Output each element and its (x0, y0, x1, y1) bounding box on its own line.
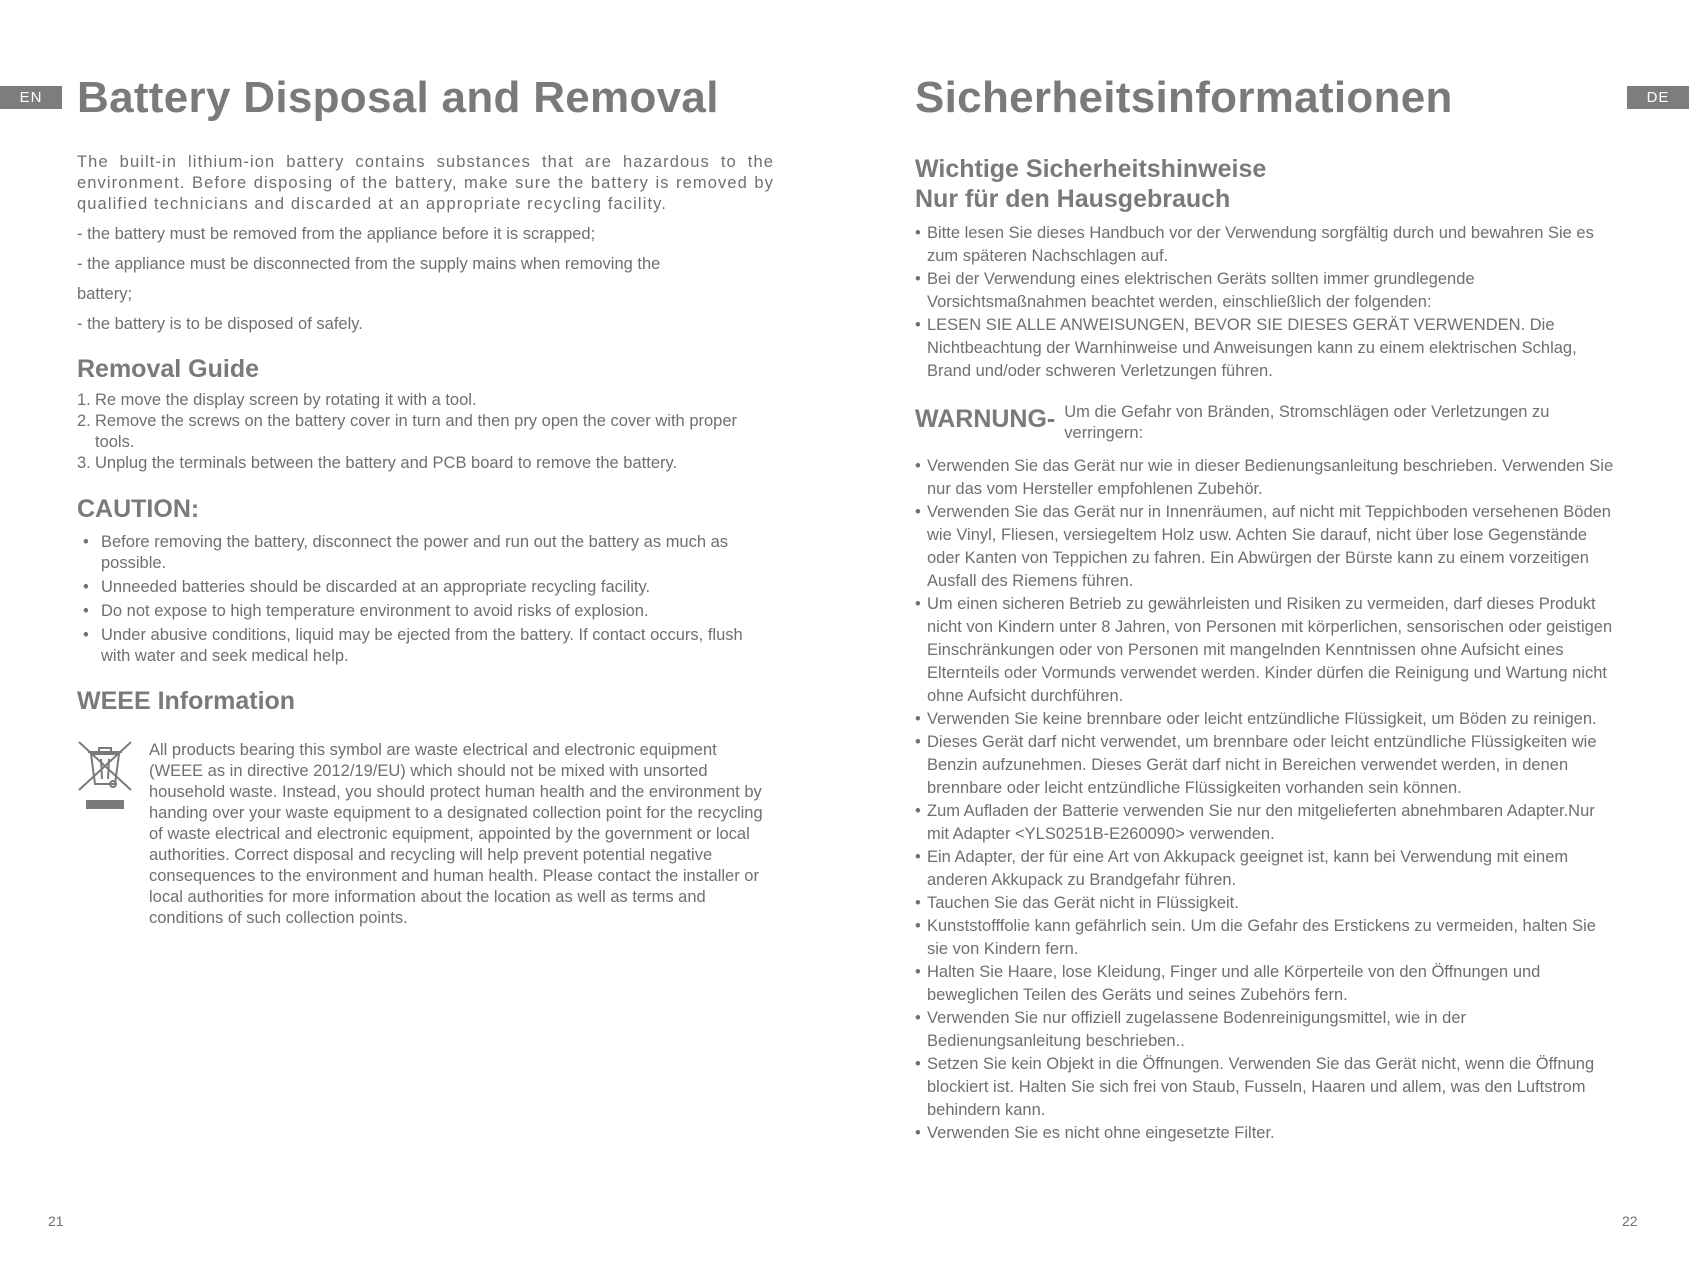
bullet-icon: • (915, 894, 921, 912)
bullet-icon: • (915, 1055, 921, 1073)
bullet-icon: • (915, 503, 921, 521)
list-item (77, 625, 774, 667)
bullet-icon: • (915, 733, 921, 751)
list-item-text: Tauchen Sie das Gerät nicht in Flüssigkeit. (927, 894, 1239, 912)
list-item-text: Verwenden Sie es nicht ohne eingesetzte Filter. (927, 1124, 1275, 1142)
bullet-icon: • (915, 802, 921, 820)
warning-block (915, 402, 1615, 444)
bullet-icon: • (915, 917, 921, 935)
dash-item: - the appliance must be disconnected from the supply mains when removing the (77, 255, 661, 273)
warning-list (915, 455, 1615, 1145)
list-item (77, 411, 774, 453)
list-item-text: LESEN SIE ALLE ANWEISUNGEN, BEVOR SIE DIESES GERÄT VERWENDEN. Die Nichtbeachtung der Warnhinweise und Anweisungen kann zu einem elektrischen Schlag, Brand und/oder schweren Verletzungen führen. (927, 316, 1577, 380)
page-number-right: 22 (1622, 1213, 1638, 1229)
bullet-icon: • (915, 710, 921, 728)
bullet-icon: • (915, 270, 921, 288)
list-item (915, 593, 1615, 708)
removal-steps-list (77, 390, 774, 474)
list-item (915, 455, 1615, 501)
list-item (915, 892, 1615, 915)
list-item (77, 532, 774, 574)
list-item (915, 961, 1615, 1007)
list-item (915, 800, 1615, 846)
list-item (77, 453, 774, 474)
caution-heading: CAUTION: (77, 495, 200, 523)
bullet-icon: • (915, 1124, 921, 1142)
list-item (915, 314, 1615, 383)
page-number-left: 21 (48, 1213, 64, 1229)
dash-item: - the battery is to be disposed of safely. (77, 315, 363, 333)
list-item (915, 1122, 1615, 1145)
list-item (915, 731, 1615, 800)
bullet-icon: • (83, 578, 89, 596)
crossed-out-wheelie-bin-icon (77, 740, 149, 929)
list-item-text: Halten Sie Haare, lose Kleidung, Finger und alle Körperteile von den Öffnungen und beweglichen Teilen des Geräts und seines Zubehörs fern. (927, 963, 1541, 1004)
bullet-icon: • (83, 602, 89, 620)
list-item-text: Unneeded batteries should be discarded at an appropriate recycling facility. (101, 578, 651, 596)
dash-item: - the battery must be removed from the appliance before it is scrapped; (77, 225, 596, 243)
weee-paragraph: All products bearing this symbol are waste electrical and electronic equipment (WEEE as in directive 2012/19/EU) which should not be mixed with unsorted household waste. Instead, you should protect human health and the environment by handing over your waste equipment to a designated collection point for the recycling of waste electrical and electronic equipment, appointed by the government or local authorities. Correct disposal and recycling will help prevent potential negative consequences to the environment and human health. Please contact the installer or local authorities for more information about the location as well as terms and conditions of such collection points. (149, 741, 763, 927)
step-text: Unplug the terminals between the battery and PCB board to remove the battery. (95, 454, 678, 472)
bullet-icon: • (915, 224, 921, 242)
list-item-text: Verwenden Sie das Gerät nur wie in dieser Bedienungsanleitung beschrieben. Verwenden Sie nur das vom Hersteller empfohlenen Zubehör. (927, 457, 1614, 498)
bullet-icon: • (915, 848, 921, 866)
list-item-text: Zum Aufladen der Batterie verwenden Sie nur den mitgelieferten abnehmbaren Adapter.Nur mit Adapter <YLS0251B-E260090> verwenden. (927, 802, 1595, 843)
bullet-icon: • (915, 1009, 921, 1027)
removal-guide-heading: Removal Guide (77, 355, 259, 383)
list-item-text: Ein Adapter, der für eine Art von Akkupack geeignet ist, kann bei Verwendung mit einem anderen Akkupack zu Brandgefahr führen. (927, 848, 1569, 889)
list-item-text: Under abusive conditions, liquid may be ejected from the battery. If contact occurs, flush with water and seek medical help. (101, 626, 743, 665)
list-item-text: Bitte lesen Sie dieses Handbuch vor der Verwendung sorgfältig durch und bewahren Sie es zum späteren Nachschlagen auf. (927, 224, 1594, 265)
list-item-text: Do not expose to high temperature environment to avoid risks of explosion. (101, 602, 649, 620)
list-item (915, 501, 1615, 593)
caution-list (77, 532, 774, 667)
weee-heading: WEEE Information (77, 687, 296, 715)
page-title-right: Sicherheitsinformationen (915, 73, 1453, 122)
list-item (915, 708, 1615, 731)
step-text: Re move the display screen by rotating it with a tool. (95, 391, 477, 409)
list-item-text: Um einen sicheren Betrieb zu gewährleisten und Risiken zu vermeiden, darf dieses Produkt nicht von Kindern unter 8 Jahren, von Personen mit körperlichen, sensorischen oder geistigen Einschränkungen oder von Personen mit mangelnden Kenntnissen ohne Aufsicht eines Elternteils oder Vormunds verwendet werden. Kinder dürfen die Reinigung und Wartung nicht ohne Aufsicht durchführen. (927, 595, 1613, 705)
step-number: 2. (77, 412, 91, 430)
language-tab-de: DE (1627, 86, 1689, 109)
list-item-text: Kunststofffolie kann gefährlich sein. Um die Gefahr des Erstickens zu vermeiden, halten Sie sie von Kindern fern. (927, 917, 1596, 958)
list-item-text: Verwenden Sie nur offiziell zugelassene Bodenreinigungsmittel, wie in der Bedienungsanleitung beschrieben.. (927, 1009, 1467, 1050)
list-item-text: Bei der Verwendung eines elektrischen Geräts sollten immer grundlegende Vorsichtsmaßnahmen beachtet werden, einschließlich der folgenden: (927, 270, 1475, 311)
list-item-text: Verwenden Sie das Gerät nur in Innenräumen, auf nicht mit Teppichboden versehenen Böden wie Vinyl, Fliesen, versiegeltem Holz usw. Achten Sie darauf, nicht über lose Gegenstände oder Kanten von Teppichen zu fahren. Ein Abwürgen der Bürste kann zu einem vorzeitigen Ausfall des Riemens führen. (927, 503, 1611, 590)
safety-subheading-line2: Nur für den Hausgebrauch (915, 185, 1231, 213)
list-item (915, 915, 1615, 961)
weee-block (77, 740, 774, 929)
dash-item: battery; (77, 285, 133, 303)
list-item (915, 1007, 1615, 1053)
warning-title: WARNUNG- (915, 405, 1056, 433)
bullet-icon: • (83, 626, 89, 644)
step-number: 1. (77, 391, 91, 409)
list-item-text: Dieses Gerät darf nicht verwendet, um brennbare oder leicht entzündliche Flüssigkeiten wie Benzin aufzunehmen. Dieses Gerät darf nicht in Bereichen verwendet werden, in denen brennbare oder leicht entzündliche Flüssigkeiten vorhanden sein können. (927, 733, 1597, 797)
right-page (915, 70, 1615, 1145)
list-item (77, 390, 774, 411)
battery-intro-paragraph: The built-in lithium-ion battery contains substances that are hazardous to the environment. Before disposing of the battery, make sure the battery is removed by qualified technicians and discarded at an appropriate recycling facility. (77, 153, 774, 213)
list-item (77, 577, 774, 598)
safety-subheading-line1: Wichtige Sicherheitshinweise (915, 155, 1267, 183)
list-item (915, 846, 1615, 892)
list-item-text: Verwenden Sie keine brennbare oder leicht entzündliche Flüssigkeit, um Böden zu reinigen. (927, 710, 1597, 728)
list-item-text: Before removing the battery, disconnect the power and run out the battery as much as possible. (101, 533, 729, 572)
step-text: Remove the screws on the battery cover in turn and then pry open the cover with proper tools. (95, 412, 738, 451)
page-title-left: Battery Disposal and Removal (77, 73, 719, 122)
bullet-icon: • (915, 963, 921, 981)
bullet-icon: • (915, 457, 921, 475)
safety-subheading (915, 154, 1615, 214)
bullet-icon: • (915, 316, 921, 334)
list-item (915, 222, 1615, 268)
list-item (77, 601, 774, 622)
list-item-text: Setzen Sie kein Objekt in die Öffnungen. Verwenden Sie das Gerät nicht, wenn die Öffnung blockiert ist. Halten Sie sich frei von Staub, Fusseln, Haaren und allem, was den Luftstrom behindern kann. (927, 1055, 1595, 1119)
safety-list (915, 222, 1615, 383)
left-page (77, 70, 774, 929)
list-item (915, 268, 1615, 314)
language-tab-en: EN (0, 86, 62, 109)
bullet-icon: • (83, 533, 89, 551)
bullet-icon: • (915, 595, 921, 613)
step-number: 3. (77, 454, 91, 472)
list-item (915, 1053, 1615, 1122)
warning-text: Um die Gefahr von Bränden, Stromschlägen oder Verletzungen zu verringern: (1064, 403, 1550, 442)
